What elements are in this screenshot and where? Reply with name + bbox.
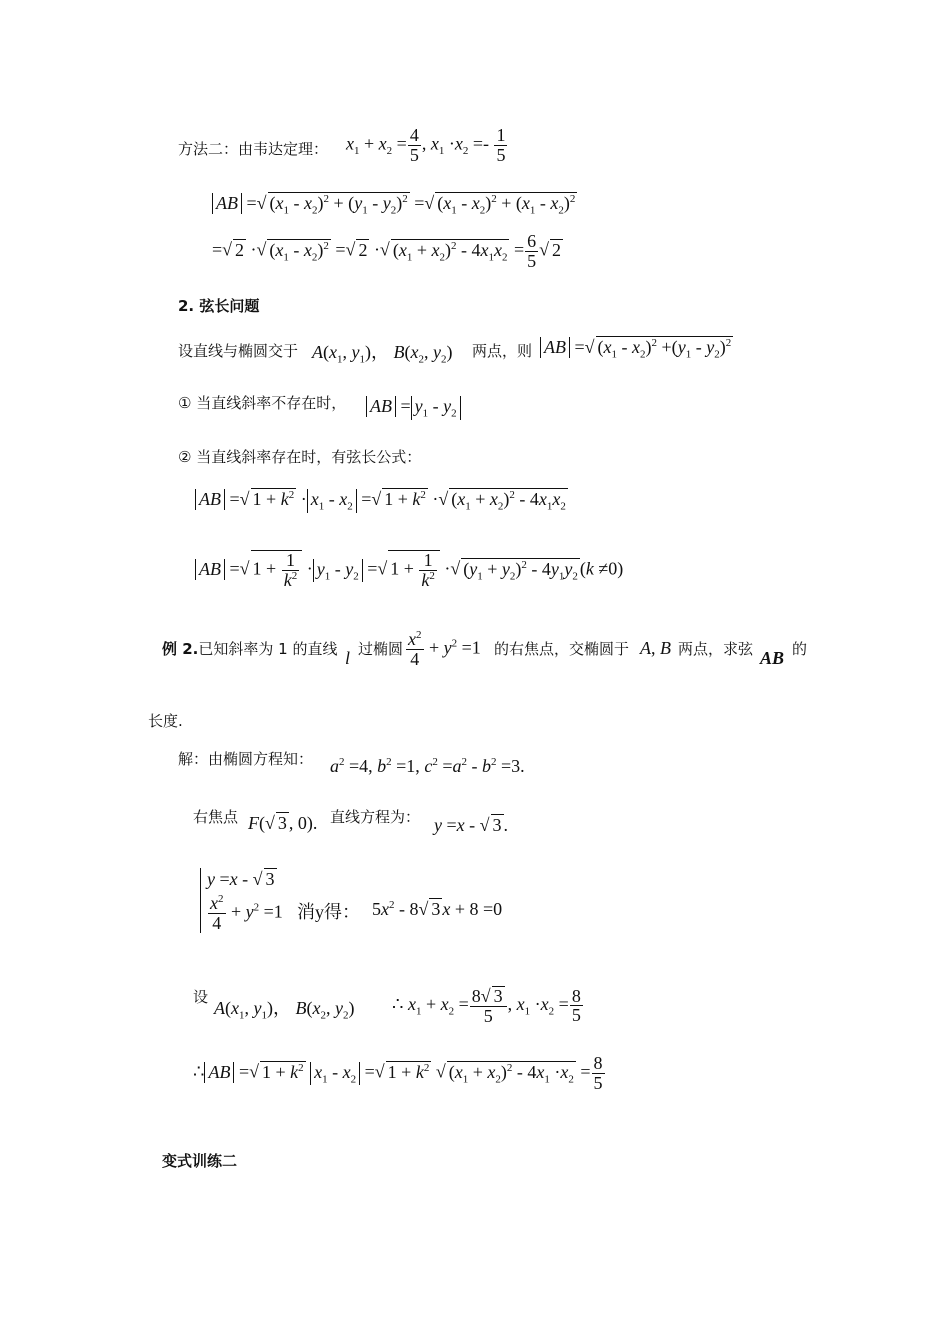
- let-label: 设: [193, 988, 209, 1006]
- method-two-label: 方法二：由韦达定理：: [178, 140, 329, 158]
- case-1-label: ① 当直线斜率不存在时，: [178, 394, 347, 412]
- right-focus-coord: F(√ 3 , 0).: [248, 813, 318, 833]
- vieta-result: ∴ $x_1 + x_2$ = $\frac{8√ 3}{5}$ , $x_1 \cdot x_2$ = $\frac{8}{5}$: [392, 985, 581, 1026]
- line-eq-label: 直线方程为：: [330, 808, 421, 826]
- example-2-text-b: 过椭圆: [358, 640, 404, 658]
- example-2-text-f: 长度.: [148, 712, 183, 730]
- example-2-text-d: 两点，求弦: [678, 640, 754, 658]
- example-2-text-e: 的: [792, 640, 808, 658]
- chord-intro-prefix: 设直线与椭圆交于: [178, 342, 299, 360]
- line-equation: y =x - √ 3 .: [434, 815, 509, 835]
- points-a-b: A, B: [640, 638, 671, 658]
- chord-ab: AB: [760, 648, 785, 668]
- line-l: l: [345, 648, 351, 668]
- ab-distance-formula-2: =√ 2 ·√ $(x_1 - x_2)^2$ =√ 2 ·√ $(x_1 + x_2)^2 - 4x_1x_2$ = $\frac{6}{5}$ √ 2: [212, 231, 562, 271]
- ellipse-equation: $\frac{x^2}{4}$ + $y^2 =1$: [408, 629, 481, 669]
- ab-distance-formula-1: AB =√ $(x_1 - x_2)^2 + (y_1 - y_2)^2$ =√ $(x_1 - x_2)^2 + (x_1 - x_2)^2$: [212, 192, 577, 217]
- points-ab-2: $A(x_1$, $y_1$)， $B(x_2$, $y_2$): [214, 998, 355, 1022]
- equation-system: y =x - √ 3 $\frac{x^2}{4}$ + $y^2 =1$: [200, 868, 283, 933]
- example-2: [162, 638, 337, 659]
- quadratic-equation: $5x^2 - 8√$ 3 x + 8 =0: [372, 899, 503, 919]
- eliminate-label: 消y得：: [297, 902, 360, 922]
- section-2-title: 2. 弦长问题: [178, 297, 260, 315]
- right-focus-label: 右焦点: [193, 808, 239, 826]
- ellipse-params: $a^2 =4$, $b^2 =1$, $c^2 =a^2 - b^2 =3$.: [330, 756, 525, 776]
- example-2-text-c: 的右焦点，交椭圆于: [494, 640, 630, 658]
- case-1-formula: AB = $y_1 - y_2$: [366, 396, 461, 420]
- solution-label: 解：由椭圆方程知：: [178, 750, 314, 768]
- example-2-label: 例 2.: [162, 640, 199, 658]
- points-ab: $A(x_1$, $y_1$)， $B(x_2$, $y_2$): [312, 342, 453, 366]
- example-2-text-a: 已知斜率为 1 的直线: [198, 640, 338, 658]
- final-result: ∴ AB =√ $1 + k^2$ $x_1 - x_2$ =√ $1 + k^2$ √ $(x_1 + x_2)^2 - 4x_1 \cdot x_2$ = $\frac{8}{5}$: [193, 1053, 603, 1093]
- vieta-formula: $x_1 + x_2$ = $\frac{4}{5}$ , $x_1 \cdot x_2$ =- $\frac{1}{5}$: [346, 125, 506, 165]
- chord-length-formula-x: AB =√ $1 + k^2 \cdot x_1 - x_2$ =√ $1 + k^2$ ·√ $(x_1 + x_2)^2 - 4x_1x_2$: [195, 488, 568, 513]
- ab-general-formula: AB =√ $(x_1 - x_2)^2 +(y_1 - y_2)^2$: [540, 336, 733, 361]
- chord-length-formula-y: AB =√ 1 + $\frac{1}{k^2}$ · $y_1 - y_2$ =√ 1 + $\frac{1}{k^2}$ ·√ $(y_1 + y_2)^2 - 4y_1y_2$ (k ≠0): [195, 550, 623, 590]
- chord-intro-suffix: 两点，则: [472, 342, 533, 360]
- variation-title: 变式训练二: [162, 1152, 238, 1170]
- case-2-label: ② 当直线斜率存在时，有弦长公式：: [178, 448, 422, 466]
